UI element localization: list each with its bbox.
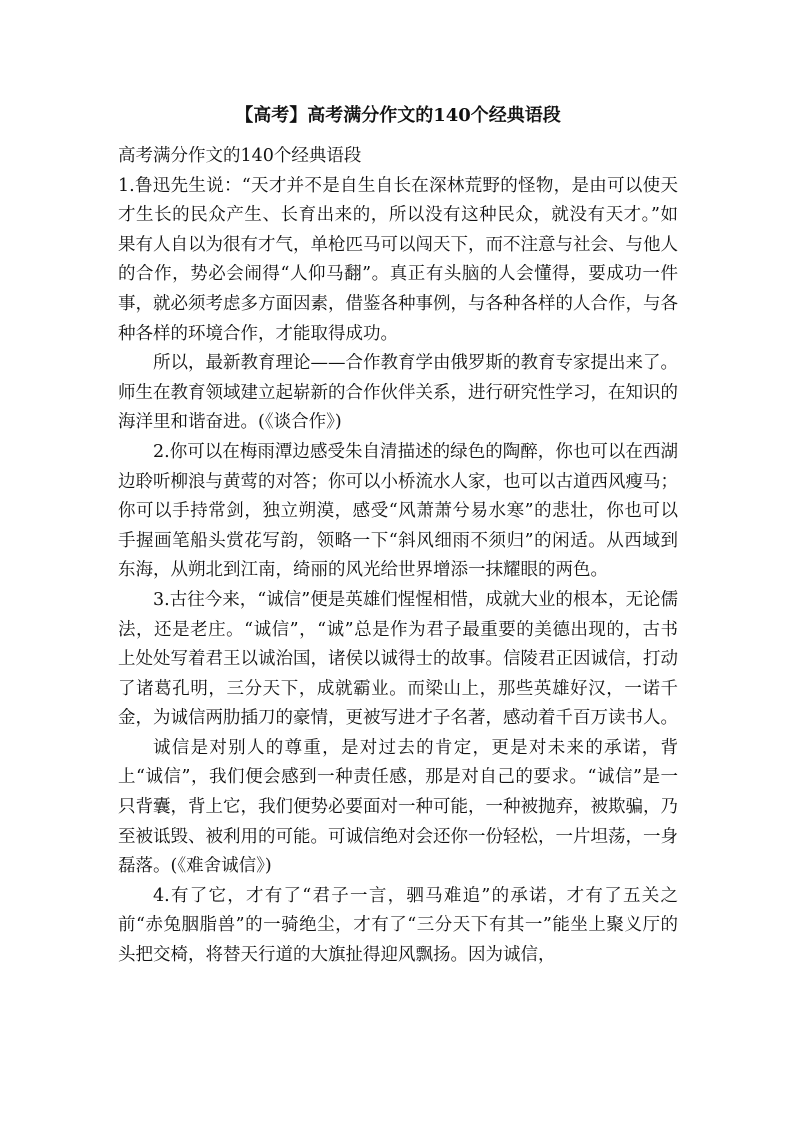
paragraph-4: 3.古往今来，“诚信”便是英雄们惺惺相惜，成就大业的根本，无论儒法，还是老庄。“诚信”，“诚”总是作为君子最重要的美德出现的，古书上处处写着君王以诚治国，诸侯以诚得士的故事。信陵君正因诚信，打动了诸葛孔明，三分天下，成就霸业。而梁山上，那些英雄好汉，一诺千金，为诚信两肋插刀的豪情，更被写进才子名著，感动着千百万读书人。 [118,589,678,729]
paragraph-3: 2.你可以在梅雨潭边感受朱自清描述的绿色的陶醉，你也可以在西湖边聆听柳浪与黄莺的对答；你可以小桥流水人家，也可以古道西风瘦马；你可以手持常剑，独立朔漠，感受“风萧萧兮易水寒”的悲壮，你也可以手握画笔船头赏花写韵，领略一下“斜风细雨不须归”的闲适。从西域到东海，从朔北到江南，绮丽的风光给世界增添一抹耀眼的两色。 [118,441,678,581]
paragraph-5: 诚信是对别人的尊重，是对过去的肯定，更是对未来的承诺，背上“诚信”，我们便会感到一种责任感，那是对自己的要求。“诚信”是一只背囊，背上它，我们便势必要面对一种可能，一种被抛弃，被欺骗，乃至被诋毁、被利用的可能。可诚信绝对会还你一份轻松，一片坦荡，一身磊落。(《难舍诚信》) [118,737,678,877]
document-subtitle: 高考满分作文的140个经典语段 [118,146,362,166]
paragraph-1: 1.鲁迅先生说：“天才并不是自生自长在深林荒野的怪物，是由可以使天才生长的民众产生、长育出来的，所以没有这种民众，就没有天才。”如果有人自以为很有才气，单枪匹马可以闯天下，而不注意与社会、与他人的合作，势必会闹得“人仰马翻”。真正有头脑的人会懂得，要成功一件事，就必须考虑多方面因素，借鉴各种事例，与各种各样的人合作，与各种各样的环境合作，才能取得成功。 [118,175,678,344]
document-body [118,142,678,971]
document-title: 【高考】高考满分作文的140个经典语段 [235,105,561,126]
paragraph-6: 4.有了它，才有了“君子一言，驷马难追”的承诺，才有了五关之前“赤兔胭脂兽”的一骑绝尘，才有了“三分天下有其一”能坐上聚义厅的头把交椅，将替天行道的大旗扯得迎风飘扬。因为诚信， [118,885,678,966]
paragraph-2: 所以，最新教育理论——合作教育学由俄罗斯的教育专家提出来了。师生在教育领域建立起崭新的合作伙伴关系，进行研究性学习，在知识的海洋里和谐奋进。(《谈合作》) [118,353,678,433]
